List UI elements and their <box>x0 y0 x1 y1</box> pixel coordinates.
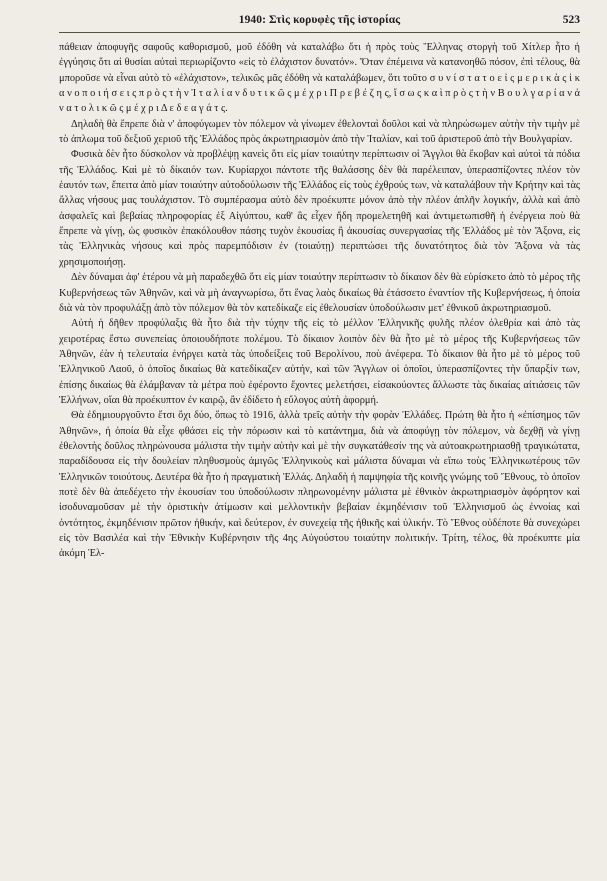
body-text <box>59 40 580 562</box>
running-title: 1940: Στὶς κορυφὲς τῆς ἱστορίας <box>238 14 401 26</box>
paragraph-2: Δηλαδὴ θὰ ἔπρεπε διὰ ν' ἀποφύγωμεν τὸν πόλεμον νὰ γίνωμεν ἐθελονταὶ δοῦλοι καὶ νὰ πληρώσωμεν αὐτὴν τὴν τιμὴν μὲ τὸ ἀπλωμα τοῦ δεξιοῦ χεριοῦ τῆς Ἑλλάδος πρὸς ἀκρωτηριασμὸν ἀπὸ τὴν Ἰταλίαν, καὶ τοῦ ἀριστεροῦ ἀπὸ τὴν Βουλγαρίαν. <box>59 118 580 146</box>
paragraph-4: Δὲν δύναμαι ἀφ' ἑτέρου νὰ μὴ παραδεχθῶ ὅτι εἰς μίαν τοιαύτην περίπτωσιν τὸ δίκαιον δὲν θὰ εὑρίσκετο ἀπὸ τὸ μέρος τῆς Κυβερνήσεως τῶν Ἀθηνῶν, καὶ νὰ μὴ ἀναγνωρίσω, ὅτι ἕνας λαὸς δικαίως θὰ ἐτάσσετο ἐναντίον τῆς Κυβερνήσεως, ἡ ὁποία διὰ νὰ τὸν προφυλάξῃ ἀπὸ τὸν πόλεμον θὰ τὸν κατεδίκαζε εἰς ἐθελουσίαν ὑποδούλωσιν μετ' ἐθνικοῦ ἀκρωτηριασμοῦ. <box>59 272 580 314</box>
paragraph-6: Θὰ ἐδημιουργοῦντο ἔτσι ὄχι δύο, ὅπως τὸ 1916, ἀλλὰ τρεῖς αὐτὴν τὴν φορὰν Ἑλλάδες. Πρώτη θὰ ἦτο ἡ «ἐπίσημος τῶν Ἀθηνῶν», ἡ ὁποία θὰ εἶχε φθάσει εἰς τὴν πόρωσιν καὶ τὸ κατάντημα, διὰ νὰ ἀποφύγῃ τὸν πόλεμον, νὰ δεχθῇ νὰ γίνῃ ἐθελοντὴς δοῦλος πληρώνουσα μάλιστα τὴν τιμὴν αὐτὴν καὶ μὲ τὴν συγκατάθεσίν της νὰ αὐτοακρωτηριασθῇ τραγικώτατα, παραδίδουσα εἰς τὴν δουλείαν πληθυσμοὺς ἀμιγῶς Ἑλληνικοὺς καὶ μάλιστα δύναμαι νὰ εἴπω τοὺς Ἑλληνικωτέρους τῶν Ἑλληνικῶν τοιούτους. Δευτέρα θὰ ἦτο ἡ πραγματικὴ Ἑλλάς. Δηλαδὴ ἡ παμψηφία τῆς κοινῆς γνώμης τοῦ Ἔθνους, τὸ ὁποῖον ποτὲ δὲν θὰ ἀπεδέχετο τὴν ἑκουσίαν του ὑποδούλωσιν πληρωνομένην μάλιστα μὲ ἐθνικὸν ἀκρωτηριασμὸν ἀφόρητον καὶ ἰσοδυναμοῦσαν μὲ τὴν ὁριστικὴν ἀτίμωσιν καὶ μελλοντικὴν βεβαίαν ἐκμηδένισιν τοῦ Ἑλληνισμοῦ ὡς ἐννοίας καὶ ὀντότητος, ἐκμηδένισιν πρῶτον ἠθικήν, καὶ δεύτερον, ἐν συνεχείᾳ τῆς ἠθικῆς καὶ ὑλικήν. Τὸ Ἔθνος οὐδέποτε θὰ συνεχώρει εἰς τὸν Βασιλέα καὶ τὴν Ἐθνικὴν Κυβέρνησιν τῆς 4ης Αὐγούστου τοιαύτην πολιτικήν. Τρίτη, τέλος, θὰ προέκυπτε μία ἀκόμη Ἑλ- <box>59 410 580 560</box>
paragraph-1: πάθειαν ἀποφυγῆς σαφοῦς καθορισμοῦ, μοῦ ἐδόθη νὰ καταλάβω ὅτι ἡ πρὸς τοὺς Ἕλληνας στοργὴ τοῦ Χίτλερ ἦτο ἡ ἐγγύησις ὅτι αἱ θυσίαι αὐταὶ περιωρίζοντο «εἰς τὸ ἐλάχιστον δυνατόν». Ὅταν ἐπέμεινα νὰ κατανοηθῶ πόσον, ἐπὶ τέλους, θὰ μποροῦσε νὰ εἶναι αὐτὸ τὸ «ἐλάχιστον», τελικῶς μᾶς ἐδόθη νὰ καταλάβωμεν, ὅτι τοῦτο σ υ ν ί σ τ α τ ο ε ἰ ς μ ε ρ ι κ ὰ ς ἱ κ α ν ο π ο ι ή σ ε ι ς π ρ ὸ ς τ ὴ ν Ἰ τ α λ ί α ν δ υ τ ι κ ῶ ς μ έ χ ρ ι Π ρ ε β έ ζ η ς, ἴ σ ω ς κ α ὶ π ρ ὸ ς τ ὴ ν Β ο υ λ γ α ρ ί α ν ἀ ν α τ ο λ ι κ ῶ ς μ έ χ ρ ι Δ ε δ ε α γ ά τ ς. <box>59 42 580 115</box>
paragraph-5: Αὐτὴ ἡ δῆθεν προφύλαξις θὰ ἦτο διὰ τὴν τύχην τῆς εἰς τὸ μέλλον Ἑλληνικῆς φυλῆς πλέον ὀλεθρία καὶ ἀπὸ τὰς χειροτέρας ἔστω συνεπείας ὁποιουδήποτε πολέμου. Τὸ δίκαιον λοιπὸν δὲν θὰ ἦτο μὲ τὸ μέρος τῆς Κυβερνήσεως τῶν Ἀθηνῶν, ἐὰν ἡ τελευταία ἐνήργει κατὰ τὰς ὑποδείξεις τοῦ Βερολίνου, ποὺ ἀνέφερα. Τὸ δίκαιον θὰ ἦτο μὲ τὸ μέρος τοῦ Ἑλληνικοῦ Λαοῦ, ὁ ὁποῖος δικαίως θὰ κατεδίκαζεν αὐτήν, καὶ τῶν Ἄγγλων οἱ ὁποῖοι, ὑπερασπίζοντες τὴν ὕπαρξίν των, ἐπίσης δικαίως θὰ ἐλάμβαναν τὰ μέτρα ποὺ ἐφέροντο ἔχοντες μελετήσει, εἰσακούοντες ἄλλωστε τὰς δικαίας αἰτιάσεις τῶν Ἑλλήνων, οἵαι θὰ προέκυπτον ἐν καιρῷ, ἂν ἐδίδετο ἡ εὔλογος αὐτὴ ἀφορμή. <box>59 318 580 406</box>
paragraph-3: Φυσικὰ δὲν ἦτο δύσκολον νὰ προβλέψῃ κανεὶς ὅτι εἰς μίαν τοιαύτην περίπτωσιν οἱ Ἄγγλοι θὰ ἔκοβαν καὶ αὐτοὶ τὰ πόδια τῆς Ἑλλάδος. Καὶ μὲ τὸ δίκαιόν των. Κυρίαρχοι πάντοτε τῆς θαλάσσης δὲν θὰ παρέλειπαν, ὑπερασπίζοντες πλέον τὸν ἑαυτόν των, ἔπειτα ἀπὸ μίαν τοιαύτην αὐτοδούλωσιν τῆς Ἑλλάδος εἰς τοὺς ἐχθρούς των, νὰ καταλάβουν τὴν Κρήτην καὶ τὰς ἄλλας νήσους μας τουλάχιστον. Τὸ συμπέρασμα αὐτὸ δὲν προέκυπτε μόνον ἀπὸ τὴν πλέον ἁπλῆν λογικήν, ἀλλὰ καὶ ἀπὸ ἀσφαλεῖς καὶ βεβαίας πληροφορίας ἐξ Αἰγύπτου, καθ' ἃς εἶχεν ἤδη προμελετηθῆ καὶ ἀντιμετωπισθῆ ἡ ἐνέργεια ποὺ θὰ ἔπρεπε νὰ γίνῃ, ὡς φυσικὸν ἐπακόλουθον πάσης τυχὸν ἑκουσίας ἢ ἀκουσίας συνεργασίας τῆς Ἑλλάδος μὲ τὸν Ἄξονα, εἰς τὰς Ἑλληνικὰς νήσους καὶ πρὸς παρεμπόδισιν ἐν (τοιαύτῃ) περιπτώσει τῆς δυνατότητος διὰ τὸν Ἄξονα νὰ τὰς χρησιμοποιήσῃ. <box>59 149 580 268</box>
page-number: 523 <box>562 14 580 26</box>
running-header <box>59 14 580 33</box>
